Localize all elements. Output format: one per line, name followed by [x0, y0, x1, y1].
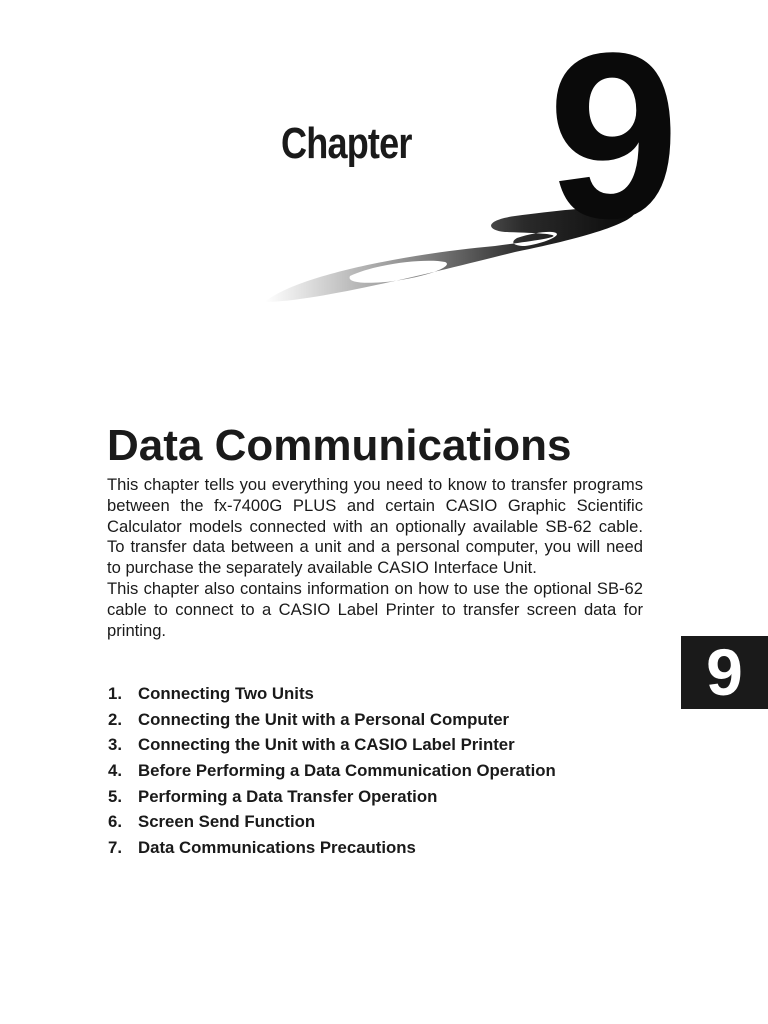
chapter-number: 9	[548, 4, 676, 268]
toc-item	[108, 786, 556, 812]
toc-item	[108, 837, 556, 863]
toc-item	[108, 734, 556, 760]
toc-item-number: 6.	[108, 812, 122, 832]
chapter-label: Chapter	[281, 119, 412, 168]
toc-item-label: Data Communications Precautions	[138, 838, 416, 858]
toc-item	[108, 811, 556, 837]
chapter-side-tab: 9	[681, 636, 768, 709]
chapter-intro	[107, 475, 643, 641]
toc-item-label: Connecting the Unit with a Personal Computer	[138, 709, 510, 729]
toc-item-label: Screen Send Function	[138, 812, 316, 832]
toc-item-label: Connecting the Unit with a CASIO Label Printer	[138, 735, 515, 755]
toc-item	[108, 683, 556, 709]
toc-item-number: 7.	[108, 838, 122, 858]
intro-paragraph-1: This chapter tells you everything you need to know to transfer programs between the fx-7400G PLUS and certain CASIO Graphic Scientific Calculator models connected with an optionally available SB-62 cable. To transfer data between a unit and a personal computer, you will need to purchase the separately available CASIO Interface Unit.	[107, 475, 643, 578]
page-title: Data Communications	[107, 421, 572, 470]
intro-paragraph-2: This chapter also contains information on how to use the optional SB-62 cable to connect to a CASIO Label Printer to transfer screen data for printing.	[107, 578, 643, 640]
toc-item	[108, 760, 556, 786]
toc-item-label: Performing a Data Transfer Operation	[138, 786, 438, 806]
chapter-contents-list	[108, 683, 556, 863]
toc-item-number: 1.	[108, 684, 122, 703]
toc-item	[108, 709, 556, 735]
toc-item-label: Connecting Two Units	[138, 684, 314, 703]
toc-item-number: 4.	[108, 761, 122, 781]
toc-item-number: 2.	[108, 709, 122, 729]
toc-item-number: 5.	[108, 786, 122, 806]
toc-item-label: Before Performing a Data Communication Operation	[138, 761, 556, 781]
toc-item-number: 3.	[108, 735, 122, 755]
